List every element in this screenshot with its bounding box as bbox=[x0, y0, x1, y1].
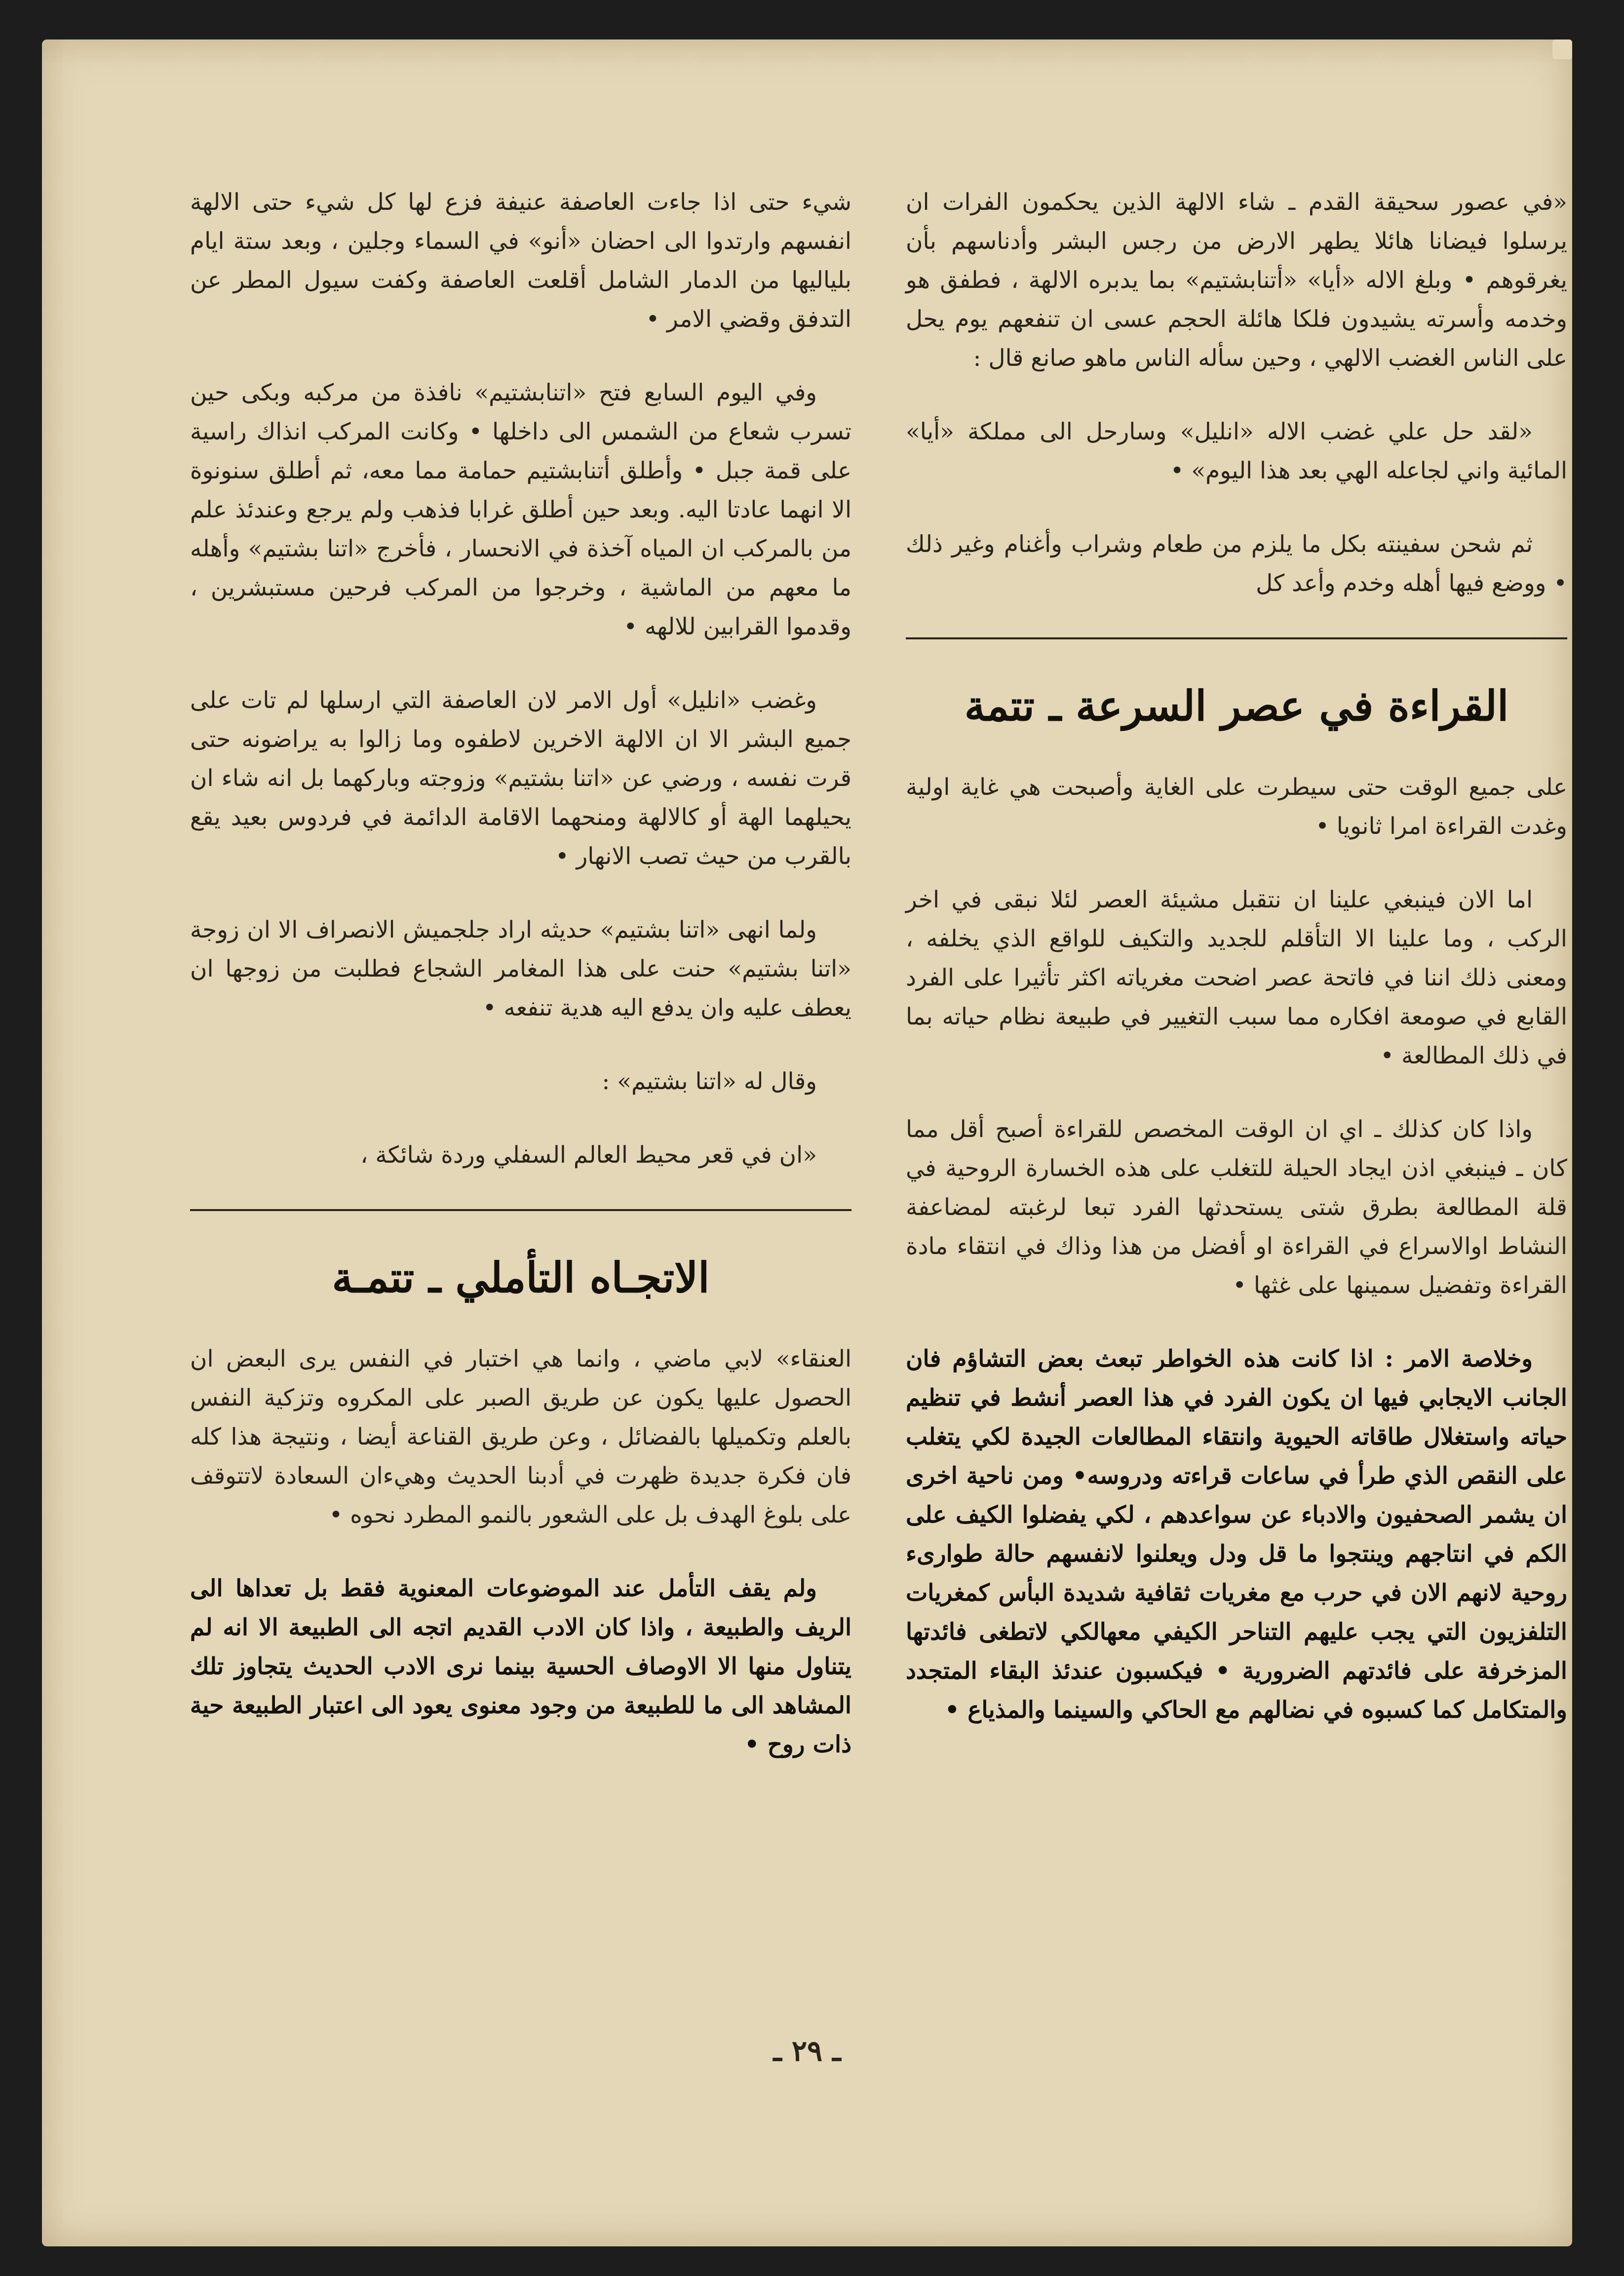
page-corner bbox=[1552, 39, 1572, 59]
story-paragraph: ثم شحن سفينته بكل ما يلزم من طعام وشراب وأغنام وغير ذلك • ووضع فيها أهله وخدم وأعد كل bbox=[906, 531, 1567, 597]
section-divider bbox=[190, 1209, 851, 1211]
quote-paragraph: «ان في قعر محيط العالم السفلي وردة شائكة ، bbox=[360, 1141, 817, 1169]
section-divider bbox=[906, 637, 1567, 639]
story-paragraph: شيء حتى اذا جاءت العاصفة عنيفة فزع لها كل شيء حتى الالهة انفسهم وارتدوا الى احضان «أنو» في السماء وجلين ، وبعد ستة ايام بلياليها من الدمار الشامل أقلعت العاصفة وكفت سيول المطر عن التدفق وقضي الامر • bbox=[190, 189, 851, 333]
article-paragraph: واذا كان كذلك ـ اي ان الوقت المخصص للقراءة أصبح أقل مما كان ـ فينبغي اذن ايجاد الحيلة للتغلب على هذه الخسارة الروحية في قلة المطالعة بطرق شتى يستحدثها الفرد تبعا لرغبته لمضاعفة النشاط اوالاسراع في القراءة او أفضل من هذا وذاك في انتقاء مادة القراءة وتفضيل سمينها على غثها • bbox=[906, 1116, 1567, 1299]
story-paragraph: وفي اليوم السابع فتح «اتنابشتيم» نافذة من مركبه وبكى حين تسرب شعاع من الشمس الى داخلها • وكانت المركب انذاك راسية على قمة جبل • وأطلق أتنابشتيم حمامة مما معه، ثم أطلق سنونوة الا انهما عادتا اليه. وبعد حين أطلق غرابا فذهب ولم يرجع وعندئذ علم من بالمركب ان المياه آخذة في الانحسار ، فأخرج «اتنا بشتيم» وأهله ما معهم من الماشية ، وخرجوا من المركب فرحين مستبشرين ، وقدموا القرابين للالهه • bbox=[190, 379, 851, 640]
story-paragraph: وغضب «انليل» أول الامر لان العاصفة التي ارسلها لم تات على جميع البشر الا ان الالهة الاخرين لاطفوه وما زالوا به يراضونه حتى قرت نفسه ، ورضي عن «اتنا بشتيم» وزوجته وباركهما بل انه شاء ان يحيلهما الهة أو كالالهة ومنحهما الاقامة الدائمة في فردوس بعيد يقع بالقرب من حيث تصب الانهار • bbox=[190, 687, 851, 870]
quote-paragraph: «لقد حل علي غضب الاله «انليل» وسارحل الى مملكة «أيا» المائية واني لجاعله الهي بعد هذا اليوم» • bbox=[906, 418, 1567, 484]
section-heading-reading: القراءة في عصر السرعة ـ تتمة bbox=[964, 681, 1509, 730]
story-paragraph: وقال له «اتنا بشتيم» : bbox=[602, 1068, 817, 1095]
story-paragraph: ولما انهى «اتنا بشتيم» حديثه اراد جلجميش الانصراف الا ان زوجة «اتنا بشتيم» حنت على هذا المغامر الشجاع فطلبت من زوجها ان يعطف عليه وان يدفع اليه هدية تنفعه • bbox=[190, 916, 851, 1021]
right-column bbox=[906, 183, 1567, 1764]
left-column bbox=[190, 183, 851, 1799]
section-heading-contemplative: الاتجـاه التأملي ـ تتمـة bbox=[332, 1253, 710, 1302]
story-paragraph: «في عصور سحيقة القدم ـ شاء الالهة الذين يحكمون الفرات ان يرسلوا فيضانا هائلا يطهر الارض من رجس البشر وأدناسهم بأن يغرقوهم • وبلغ الاله «أيا» «أتنابشتيم» بما يدبره الالهة ، فطفق هو وخدمه وأسرته يشيدون فلكا هائلة الحجم عسى ان تنفعهم يوم يحل على الناس الغضب الالهي ، وحين سأله الناس ماهو صانع قال : bbox=[906, 189, 1567, 372]
article-paragraph: على جميع الوقت حتى سيطرت على الغاية وأصبحت هي غاية اولية وغدت القراءة امرا ثانويا • bbox=[906, 774, 1567, 840]
magazine-page bbox=[42, 39, 1572, 2246]
article-paragraph: اما الان فينبغي علينا ان نتقبل مشيئة العصر لئلا نبقى في اخر الركب ، وما علينا الا التأقلم للجديد والتكيف للواقع الذي يخلفه ، ومعنى ذلك اننا في فاتحة عصر اضحت مغرياته اكثر تأثيرا على الفرد القابع في صومعة افكاره مما سبب التغيير في طبيعة نظام حياته بما في ذلك المطالعة • bbox=[906, 886, 1567, 1069]
article-paragraph: العنقاء» لابي ماضي ، وانما هي اختبار في النفس يرى البعض ان الحصول عليها يكون عن طريق الصبر على المكروه وتزكية النفس بالعلم وتكميلها بالفضائل ، وعن طريق القناعة أيضا ، ونتيجة هذا كله فان فكرة جديدة ظهرت في أدبنا الحديث وهيءان السعادة لاتتوقف على بلوغ الهدف بل على الشعور بالنمو المطرد نحوه • bbox=[190, 1345, 851, 1529]
page-number: ـ ٢٩ ـ bbox=[773, 2034, 841, 2068]
article-paragraph-bold: ولم يقف التأمل عند الموضوعات المعنوية فقط بل تعداها الى الريف والطبيعة ، واذا كان الادب القديم اتجه الى الطبيعة الا انه لم يتناول منها الا الاوصاف الحسية بينما نرى الادب الحديث يتجاوز تلك المشاهد الى ما للطبيعة من وجود معنوى يعود الى اعتبار الطبيعة حية ذات روح • bbox=[190, 1575, 851, 1758]
conclusion-paragraph: وخلاصة الامر : اذا كانت هذه الخواطر تبعث بعض التشاؤم فان الجانب الايجابي فيها ان يكون الفرد في هذا العصر أنشط في تنظيم حياته واستغلال طاقاته الحيوية وانتقاء المطالعات الجيدة لكي يتغلب على النقص الذي طرأ في ساعات قراءته ودروسه• ومن ناحية اخرى ان يشمر الصحفيون والادباء عن سواعدهم ، لكي يفضلوا الكيف على الكم في انتاجهم وينتجوا ما قل ودل ويعلنوا لانفسهم حالة طوارىء روحية لانهم الان في حرب مع مغريات ثقافية شديدة البأس كمغريات التلفزيون التي يجب عليهم التناحر الكيفي معهالكي لاتطغى فائدتها المزخرفة على فائدتهم الضرورية • فيكسبون عندئذ البقاء المتجدد والمتكامل كما كسبوه في نضالهم مع الحاكي والسينما والمذياع • bbox=[906, 1345, 1567, 1724]
